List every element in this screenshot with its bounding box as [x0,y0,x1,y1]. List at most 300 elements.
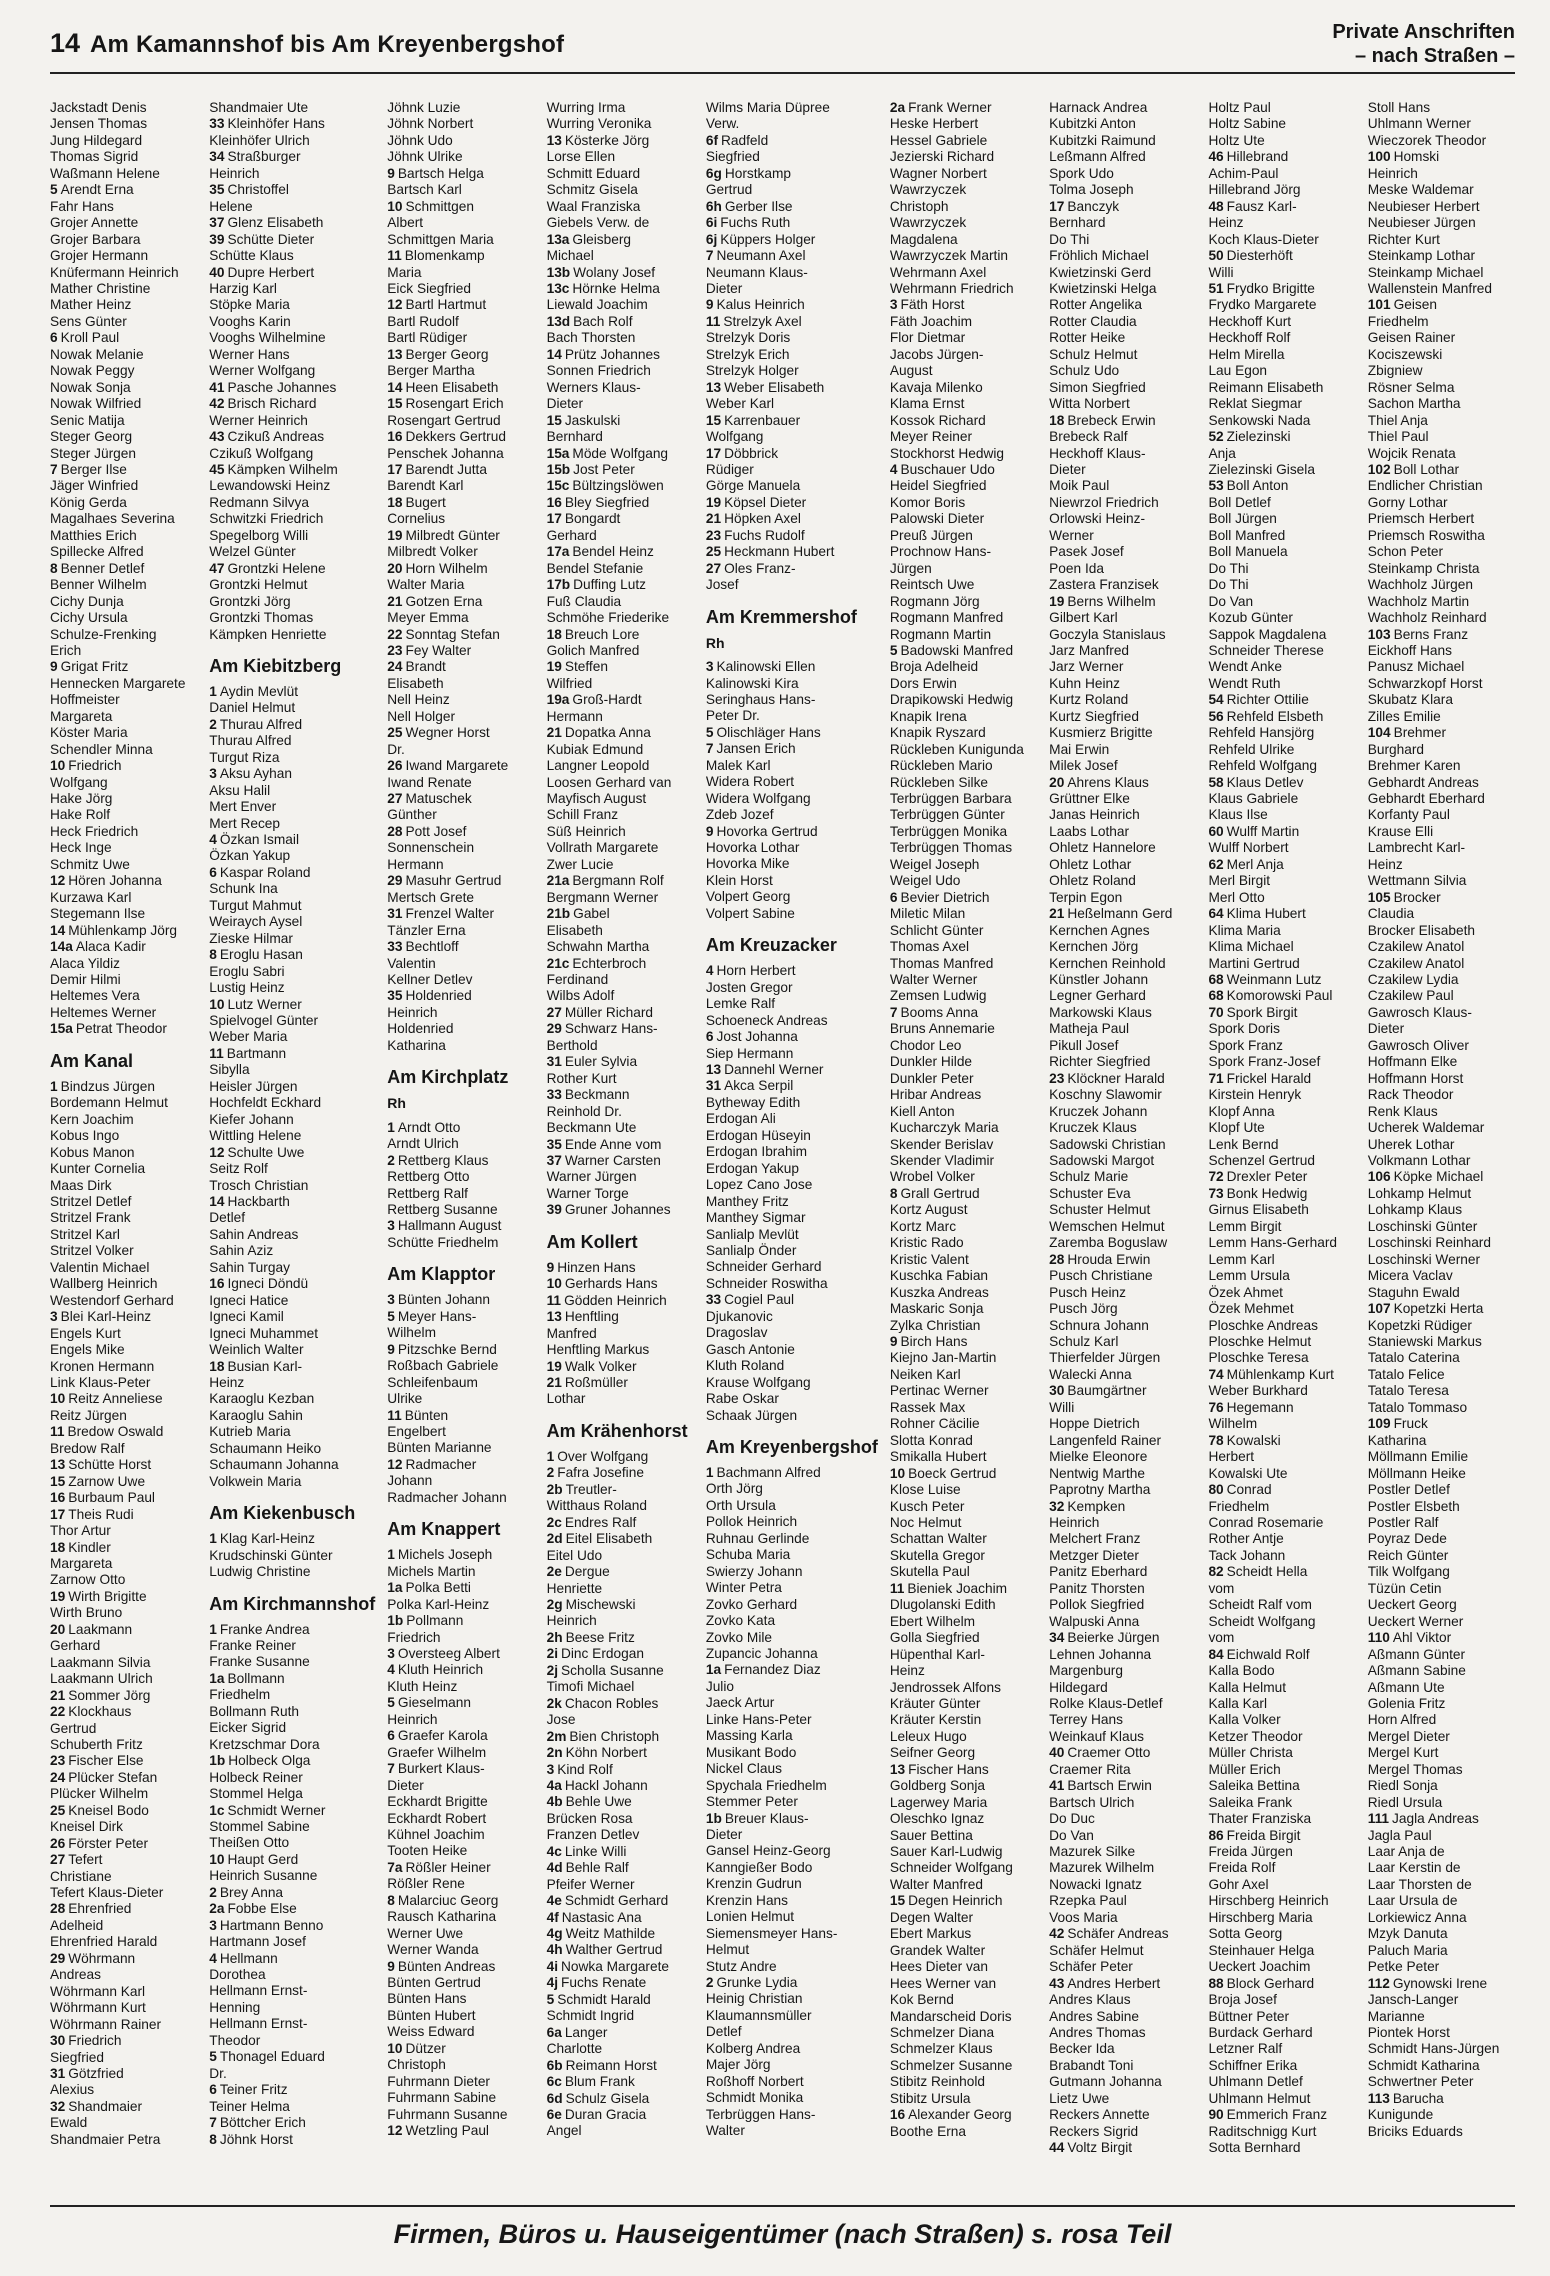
directory-entry [547,1309,694,1325]
resident-name: Sahin Andreas [209,1226,299,1242]
directory-entry [706,478,878,494]
directory-entry [1208,1515,1355,1531]
directory-entry [706,1498,878,1514]
house-number: 3 [387,1218,395,1234]
resident-name: Schwertner Peter [1367,2074,1474,2090]
directory-entry [1049,1499,1196,1515]
house-number: 60 [1208,823,1224,839]
house-number: 7 [50,461,58,477]
resident-name: Nowak Melanie [50,346,144,362]
resident-name: Jaskulski [564,412,621,428]
resident-name: Schill Franz [546,807,619,823]
house-number: 16 [546,494,562,510]
resident-name: Arndt Otto [397,1119,461,1135]
house-number: 3 [50,1309,58,1325]
resident-name: Wawrzyczek Martin [889,248,1009,264]
directory-entry [1208,116,1355,132]
resident-name: König Gerda [50,494,127,510]
directory-entry [1208,1202,1355,1218]
directory-entry [50,1951,197,1967]
resident-name: Burdack Gerhard [1208,2025,1313,2041]
resident-name: Schuberth Fritz [50,1736,143,1752]
directory-entry [50,956,197,972]
resident-name: Milbredt Günter [405,527,500,543]
directory-entry [706,708,878,724]
directory-entry [209,997,375,1013]
directory-entry [1208,709,1355,725]
resident-name: Reich Günter [1367,1547,1449,1563]
directory-entry [706,1728,878,1744]
resident-name: Wolfgang [50,774,108,790]
directory-entry [890,1482,1037,1498]
resident-name: Jost Johanna [716,1029,798,1045]
directory-entry [1049,1564,1196,1580]
directory-entry [547,363,694,379]
directory-entry [1368,133,1515,149]
resident-name: Gawrosch Oliver [1367,1037,1469,1053]
directory-entry [209,1868,375,1884]
directory-entry [890,1729,1037,1745]
house-number: 15 [546,412,562,428]
resident-name: Jöhnk Luzie [387,100,461,115]
resident-name: Grojer Annette [50,215,139,231]
directory-entry [387,1547,534,1563]
directory-entry [387,182,534,198]
resident-name: Tilk Wolfgang [1367,1564,1450,1580]
resident-name: Gynowski Irene [1392,1975,1488,1991]
resident-name: Gotzen Erna [405,593,483,609]
directory-entry [50,1852,197,1868]
directory-entry [1049,1318,1196,1334]
directory-entry [1368,1350,1515,1366]
resident-name: Sens Günter [50,313,127,329]
directory-entry [890,2091,1037,2107]
house-number: 35 [209,182,225,198]
resident-name: Gutmann Johanna [1049,2074,1162,2090]
directory-entry [547,1893,694,1909]
directory-entry [1368,1499,1515,1515]
resident-name: Meyer Reiner [889,429,973,445]
directory-entry [1049,347,1196,363]
house-number: 18 [209,1358,225,1374]
resident-name: Möllmann Heike [1367,1465,1466,1481]
directory-entry [547,1326,694,1342]
resident-name: Berger Martha [387,363,475,379]
resident-name: Gorny Lothar [1367,494,1448,510]
house-number: 40 [1049,1745,1065,1761]
resident-name: Reimann Horst [565,2057,657,2073]
resident-name: Rückleben Silke [889,774,989,790]
resident-name: Frydko Margarete [1208,297,1317,313]
resident-name: Scheidt Ralf vom [1208,1597,1312,1613]
house-number: 4h [546,1942,563,1958]
directory-entry [890,1383,1037,1399]
street-heading: Am Kanal [50,1050,134,1071]
directory-entry [890,1959,1037,1975]
resident-name: Heck Friedrich [50,823,139,839]
house-number: 4 [387,1662,395,1678]
directory-entry [1368,1252,1515,1268]
directory-entry [706,1292,878,1308]
resident-name: Golich Manfred [546,642,640,658]
directory-entry [387,1325,534,1341]
resident-name: Terbrüggen Monika [889,823,1008,839]
resident-name: Walter Maria [387,577,465,593]
directory-entry [890,1926,1037,1942]
resident-name: Ueckert Georg [1367,1597,1457,1613]
directory-entry [50,1112,197,1128]
directory-entry [209,330,375,346]
directory-entry [1049,100,1196,116]
directory-entry [50,692,197,708]
directory-entry [387,1408,534,1424]
resident-name: Markowski Klaus [1049,1004,1152,1020]
directory-entry [1368,1137,1515,1153]
directory-entry [1049,1630,1196,1646]
directory-entry [1049,643,1196,659]
directory-entry [50,1326,197,1342]
resident-name: Strelzyk Holger [705,363,799,379]
directory-entry [1208,1696,1355,1712]
directory-entry [706,1210,878,1226]
house-number: 11 [705,313,721,329]
directory-entry [1208,791,1355,807]
resident-name: Aßmann Günter [1367,1646,1466,1662]
directory-entry [706,2024,878,2040]
resident-name: Thurau Alfred [209,733,292,749]
resident-name: Flor Dietmar [889,330,966,346]
resident-name: Kneisel Dirk [50,1819,124,1835]
resident-name: Meyer Hans- [397,1308,477,1324]
resident-name: Kristic Rado [889,1235,964,1251]
directory-entry [706,1358,878,1374]
directory-entry [387,2107,534,2123]
resident-name: Schütte Klaus [209,248,294,264]
resident-name: Mergel Dieter [1367,1728,1450,1744]
resident-name: Pusch Heinz [1049,1284,1127,1300]
resident-name: Schmidt Hans-Jürgen [1367,2041,1500,2057]
resident-name: Henftling [564,1309,619,1325]
directory-entry [706,248,878,264]
directory-entry [209,1474,375,1490]
directory-entry [387,890,534,906]
resident-name: Schaumann Johanna [209,1457,339,1473]
directory-entry [1368,413,1515,429]
resident-name: Merl Otto [1208,889,1265,905]
resident-name: Steger Jürgen [50,445,136,461]
directory-entry [1208,1235,1355,1251]
directory-entry [387,676,534,692]
house-number: 15a [50,1021,73,1037]
house-number: 1 [705,1464,714,1480]
directory-entry [1368,528,1515,544]
directory-entry [706,692,878,708]
resident-name: Ewald [50,2115,88,2131]
resident-name: Werners Klaus- [546,379,641,395]
resident-name: Trosch Christian [209,1177,309,1193]
resident-name: Steinkamp Michael [1367,264,1484,280]
resident-name: Heinrich [1049,1514,1100,1530]
resident-name: Kaspar Roland [219,864,311,880]
directory-entry [209,1145,375,1161]
house-number: 2e [546,1564,562,1580]
resident-name: Kopetzki Rüdiger [1367,1317,1472,1333]
resident-name: Kindler [68,1539,111,1555]
resident-name: Wehrmann Axel [889,264,987,280]
directory-entry [706,1013,878,1029]
directory-entry [1049,380,1196,396]
resident-name: Mergel Thomas [1367,1761,1463,1777]
directory-entry [890,1828,1037,1844]
resident-name: Richter Siegfried [1049,1054,1151,1070]
resident-name: Schmitt Eduard [546,165,641,181]
resident-name: Harzig Karl [209,280,277,296]
directory-column-2 [209,100,375,2200]
directory-entry [50,594,197,610]
house-number: 19 [705,494,722,510]
resident-name: Beierke Jürgen [1067,1630,1160,1646]
resident-name: Heinz [1367,856,1403,872]
resident-name: Laakmann Silvia [50,1654,151,1670]
resident-name: Holbeck Olga [228,1753,311,1769]
directory-entry [1208,330,1355,346]
resident-name: Igneci Hatice [209,1292,289,1308]
directory-entry [1368,1219,1515,1235]
directory-entry [50,2000,197,2016]
resident-name: Lorse Ellen [546,149,616,165]
directory-entry [547,2091,694,2107]
resident-name: Richter Ottilie [1226,692,1309,708]
resident-name: Kämpken Henriette [209,626,327,642]
resident-name: Reinhold Dr. [546,1103,622,1119]
house-number: 13 [705,1062,722,1078]
house-number: 6 [209,2082,217,2098]
directory-entry [1368,495,1515,511]
directory-entry [890,347,1037,363]
resident-name: Girnus Elisabeth [1208,1202,1309,1218]
house-number: 39 [209,231,225,247]
resident-name: Reckers Sigrid [1049,2123,1139,2139]
resident-name: Lagerwey Maria [889,1794,988,1810]
resident-name: Bevier Dietrich [900,889,990,905]
resident-name: Aßmann Ute [1367,1679,1445,1695]
directory-entry [706,363,878,379]
directory-entry [209,2033,375,2049]
directory-entry [1368,1860,1515,1876]
directory-entry [1049,1597,1196,1613]
page-title: Am Kamannshof bis Am Kreyenbergshof [90,31,565,58]
directory-entry [706,544,878,560]
directory-entry [547,956,694,972]
resident-name: Burkert Klaus- [397,1761,485,1777]
directory-entry [50,1803,197,1819]
directory-entry [50,1869,197,1885]
resident-name: Bongardt [564,511,621,527]
resident-name: Emmerich Franz [1226,2107,1328,2123]
directory-entry [890,116,1037,132]
directory-entry [890,1005,1037,1021]
resident-name: Weitz Mathilde [565,1926,656,1942]
resident-name: Kusmierz Brigitte [1049,725,1153,741]
resident-name: Heckhoff Rolf [1208,330,1291,346]
house-number: 90 [1208,2107,1224,2123]
resident-name: Tatalo Caterina [1367,1350,1460,1366]
resident-name: Holbeck Reiner [209,1769,303,1785]
directory-entry [1368,561,1515,577]
directory-entry [1368,1564,1515,1580]
resident-name: Geisen Rainer [1367,330,1456,346]
directory-entry [706,1712,878,1728]
resident-name: Reimann Elisabeth [1208,379,1324,395]
directory-entry [1049,1828,1196,1844]
directory-entry [547,775,694,791]
resident-name: Peter Dr. [705,708,760,724]
house-number: 1 [387,1547,395,1563]
house-number: 20 [50,1621,66,1637]
directory-entry [1208,1383,1355,1399]
directory-entry [1208,1926,1355,1942]
directory-entry [890,1910,1037,1926]
directory-entry [890,281,1037,297]
resident-name: Busian Karl- [227,1358,303,1374]
directory-entry [209,1803,375,1819]
resident-name: Schütte Dieter [227,231,315,247]
directory-entry [209,2082,375,2098]
directory-entry [209,1704,375,1720]
directory-entry [1049,1976,1196,1992]
resident-name: Neubieser Herbert [1367,198,1480,214]
resident-name: Warner Jürgen [546,1169,637,1185]
directory-entry [50,1918,197,1934]
resident-name: Czakilew Anatol [1367,939,1465,955]
directory-entry [387,956,534,972]
resident-name: Brandt [405,659,446,675]
directory-entry [1368,873,1515,889]
house-number: 13 [889,1761,906,1777]
directory-entry [890,1515,1037,1531]
resident-name: Do Duc [1049,1811,1095,1827]
resident-name: Aßmann Sabine [1367,1663,1466,1679]
resident-name: Werner Wanda [387,1942,479,1958]
directory-entry [706,1375,878,1391]
street-heading: Am Kreyenbergshof [705,1436,878,1457]
resident-name: Süß Heinrich [546,823,626,839]
directory-entry [1049,248,1196,264]
resident-name: Fey Walter [405,642,472,658]
resident-name: Kristic Valent [889,1251,969,1267]
resident-name: Kruczek Johann [1049,1103,1148,1119]
resident-name: Schwahn Martha [546,939,650,955]
resident-name: Paprotny Martha [1049,1482,1151,1498]
directory-entry [1208,199,1355,215]
resident-name: Erich [50,642,82,658]
directory-entry [890,1680,1037,1696]
directory-entry [387,1662,534,1678]
house-number: 111 [1367,1811,1390,1827]
resident-name: Jensen Thomas [50,116,148,132]
house-number: 7 [705,248,714,264]
resident-name: Wilhelm [387,1325,436,1341]
resident-name: Kociszewski [1367,346,1443,362]
directory-entry [387,149,534,165]
directory-entry [890,1416,1037,1432]
directory-entry [387,1424,534,1440]
directory-entry [1208,1729,1355,1745]
directory-entry [1208,1860,1355,1876]
directory-entry [706,1843,878,1859]
house-number: 25 [705,544,722,560]
resident-name: Theißen Otto [209,1835,290,1851]
resident-name: Rehfeld Hansjörg [1208,725,1315,741]
directory-entry [209,1819,375,1835]
directory-entry [1368,1976,1515,1992]
resident-name: Shandmaier Petra [50,2131,161,2147]
directory-entry [1049,758,1196,774]
directory-entry [1208,1548,1355,1564]
directory-entry [1208,2091,1355,2107]
directory-entry [1208,840,1355,856]
house-number: 14a [50,939,73,955]
resident-name: Boothe Erna [889,2123,966,2139]
directory-entry [890,1169,1037,1185]
directory-entry [890,544,1037,560]
resident-name: Gerhard [50,1638,101,1654]
directory-entry [209,577,375,593]
resident-name: Dragoslav [705,1325,768,1341]
resident-name: Kleinhöfer Ulrich [209,132,310,148]
directory-entry [890,1449,1037,1465]
resident-name: Berger Ilse [60,461,127,477]
resident-name: Pitzschke Bernd [397,1341,497,1357]
resident-name: Golla Siegfried [889,1630,980,1646]
directory-entry [1208,1169,1355,1185]
directory-entry [1049,2009,1196,2025]
directory-entry [1208,1828,1355,1844]
directory-entry [890,1021,1037,1037]
resident-name: Heinz [889,1663,925,1679]
directory-entry [50,1786,197,1802]
resident-name: Chacon Robles [564,1695,659,1711]
resident-name: Rzepka Paul [1049,1893,1127,1909]
resident-name: Lustig Heinz [209,980,285,996]
directory-entry [387,939,534,955]
resident-name: Sadowski Margot [1049,1153,1155,1168]
resident-name: Kämpken Wilhelm [227,461,338,477]
house-number: 41 [1049,1778,1065,1794]
resident-name: Schäfer Andreas [1067,1926,1169,1942]
resident-name: Bruns Annemarie [889,1021,995,1037]
resident-name: Friedrich [68,758,122,774]
house-number: 12 [387,2123,403,2139]
directory-entry [706,1078,878,1094]
resident-name: Dr. [209,2065,227,2081]
directory-entry [1049,807,1196,823]
directory-entry [50,1391,197,1407]
resident-name: Wallberg Heinrich [50,1276,158,1292]
directory-entry [1049,1350,1196,1366]
resident-name: Do Thi [1049,231,1090,247]
directory-entry [547,988,694,1004]
resident-name: Kalinowski Kira [705,675,799,691]
directory-entry [1208,314,1355,330]
resident-name: Sachon Martha [1367,396,1461,412]
resident-name: Klaumannsmüller [705,2007,812,2023]
resident-name: Josef [705,577,739,593]
resident-name: Dützer [405,2040,446,2056]
resident-name: Kalus Heinrich [716,297,805,313]
directory-entry [706,2123,878,2139]
directory-entry [387,1942,534,1958]
